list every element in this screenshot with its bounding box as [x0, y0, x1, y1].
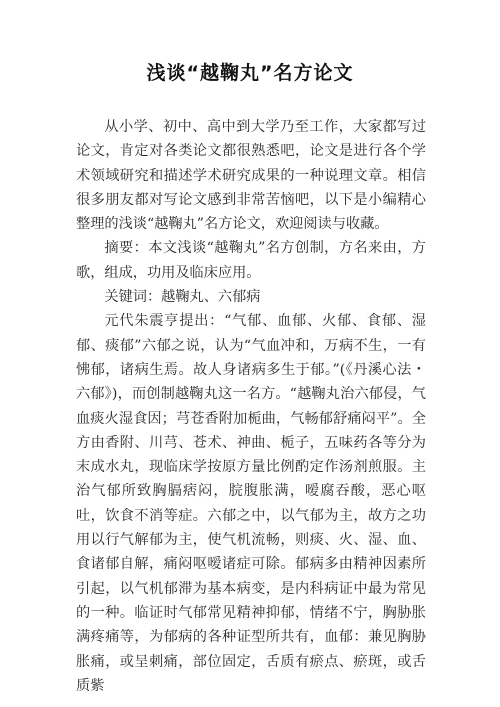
document-title: 浅谈“越鞠丸”名方论文	[146, 62, 354, 84]
main-paragraph: 元代朱震亨提出：“气郁、血郁、火郁、食郁、湿郁、痰郁”六郁之说，认为“气血冲和，万病不生，一有怫郁，诸病生焉。故人身诸病多生于郁。”(《丹溪心法・六郁》)，而创制越鞠丸这一名方。“越鞠丸治六郁侵，气血痰火湿食因；芎苍香附加栀曲，气畅郁舒痛闷平”。全方由香附、川芎、苍术、神曲、栀子，五味药各等分为末成水丸，现临床学按原方量比例酌定作汤剂煎服。主治气郁所致胸膈痞闷，脘腹胀满，嗳腐吞酸，恶心呕吐，饮食不消等症。六郁之中，以气郁为主，故方之功用以行气解郁为主，使气机流畅，则痰、火、湿、血、食诸郁自解，痛闷呕嗳诸症可除。郁病多由精神因素所引起，以气机郁滞为基本病变，是内科病证中最为常见的一种。临证时气郁常见精神抑郁，情绪不宁，胸胁胀满疼痛等，为郁病的各种证型所共有，血郁：兼见胸胁胀痛，或呈刺痛，部位固定，舌质有瘀点、瘀斑，或舌质紫	[76, 313, 426, 694]
document-body	[76, 115, 426, 698]
keywords-paragraph: 关键词：越鞠丸、六郁病	[104, 289, 261, 306]
intro-paragraph: 从小学、初中、高中到大学乃至工作，大家都写过论文，肯定对各类论文都很熟悉吧，论文是进行各个学术领域研究和描述学术研究成果的一种说理文章。相信很多朋友都对写论文感到非常苦恼吧，以下是小编精心整理的浅谈“越鞠丸”名方论文，欢迎阅读与收藏。	[76, 119, 426, 233]
abstract-paragraph: 摘要：本文浅谈“越鞠丸”名方创制，方名来由，方歌，组成，功用及临床应用。	[76, 240, 426, 281]
